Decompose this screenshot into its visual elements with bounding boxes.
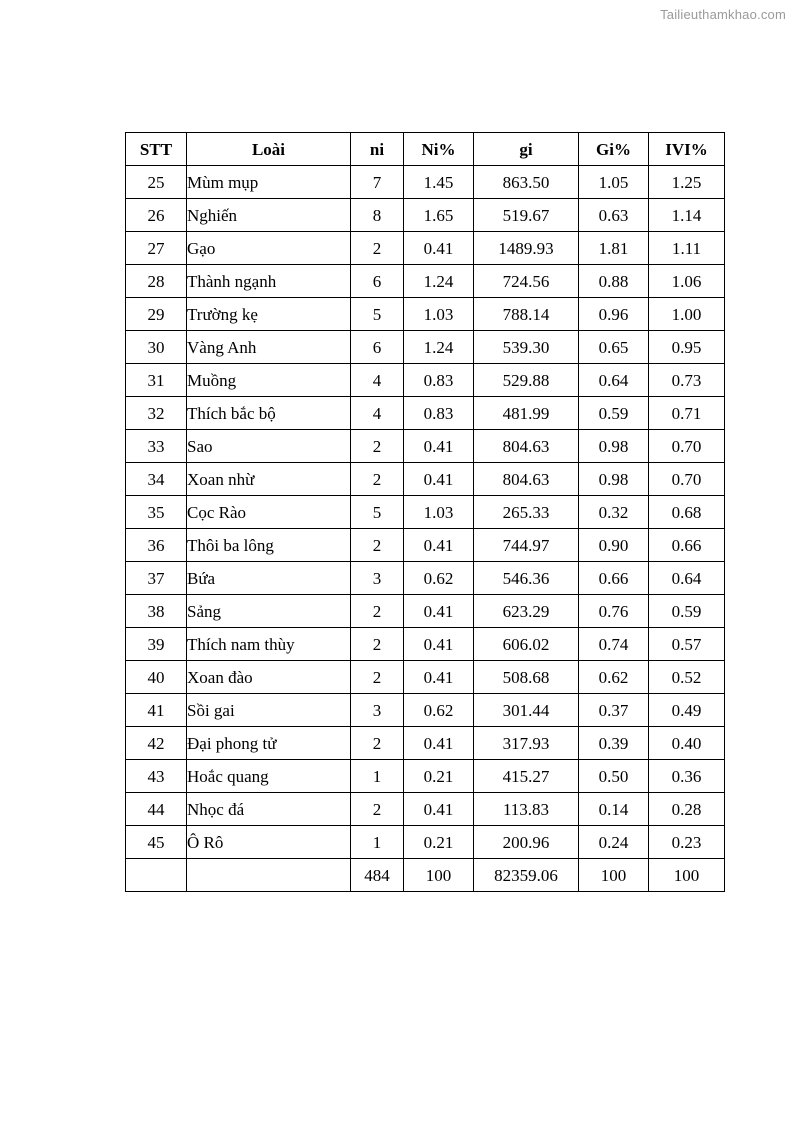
cell-ni-percent: 0.21 [404, 760, 474, 793]
cell-gi-percent: 1.81 [579, 232, 649, 265]
cell-ivi-percent: 0.64 [649, 562, 725, 595]
cell-gi: 744.97 [474, 529, 579, 562]
cell-gi-percent: 0.24 [579, 826, 649, 859]
cell-ivi-percent: 1.14 [649, 199, 725, 232]
cell-ni-percent: 0.83 [404, 364, 474, 397]
cell-ivi-percent: 0.66 [649, 529, 725, 562]
table-row [126, 199, 725, 232]
cell-ni: 3 [351, 694, 404, 727]
cell-stt: 35 [126, 496, 187, 529]
cell-stt: 32 [126, 397, 187, 430]
cell-ni: 2 [351, 793, 404, 826]
cell-stt: 38 [126, 595, 187, 628]
cell-gi-percent: 0.14 [579, 793, 649, 826]
cell-ni: 8 [351, 199, 404, 232]
cell-ivi-percent: 1.11 [649, 232, 725, 265]
cell-gi-percent: 0.98 [579, 430, 649, 463]
watermark-text: Tailieuthamkhao.com [660, 7, 786, 22]
cell-ivi-percent: 1.06 [649, 265, 725, 298]
cell-ivi-percent: 0.36 [649, 760, 725, 793]
cell-ivi-percent: 0.70 [649, 463, 725, 496]
cell-ni-percent: 0.41 [404, 595, 474, 628]
cell-ni: 2 [351, 595, 404, 628]
cell-gi-percent: 0.66 [579, 562, 649, 595]
cell-loai: Sồi gai [187, 694, 351, 727]
cell-stt: 42 [126, 727, 187, 760]
cell-loai: Xoan nhừ [187, 463, 351, 496]
cell-ni-percent: 1.24 [404, 265, 474, 298]
cell-ni: 2 [351, 463, 404, 496]
cell-gi: 508.68 [474, 661, 579, 694]
cell-gi: 546.36 [474, 562, 579, 595]
cell-ni: 6 [351, 331, 404, 364]
cell-ivi-percent: 0.40 [649, 727, 725, 760]
cell-gi-percent: 0.50 [579, 760, 649, 793]
cell-ni-percent: 0.41 [404, 232, 474, 265]
cell-loai: Muồng [187, 364, 351, 397]
cell-ivi-percent: 0.70 [649, 430, 725, 463]
cell-loai: Thôi ba lông [187, 529, 351, 562]
cell-stt: 29 [126, 298, 187, 331]
cell-gi-percent: 0.62 [579, 661, 649, 694]
table-row [126, 265, 725, 298]
cell-loai: Sao [187, 430, 351, 463]
cell-loai: Vàng Anh [187, 331, 351, 364]
cell-ni-percent: 0.62 [404, 562, 474, 595]
cell-loai: Mùm mụp [187, 166, 351, 199]
cell-stt: 36 [126, 529, 187, 562]
cell-gi-percent: 0.32 [579, 496, 649, 529]
cell-ivi-percent: 1.00 [649, 298, 725, 331]
cell-ni: 2 [351, 529, 404, 562]
table-row [126, 529, 725, 562]
cell-gi-percent: 0.37 [579, 694, 649, 727]
table-row [126, 661, 725, 694]
cell-ni-percent: 0.41 [404, 529, 474, 562]
cell-gi-percent: 0.96 [579, 298, 649, 331]
cell-loai: Gạo [187, 232, 351, 265]
cell-gi-percent: 0.90 [579, 529, 649, 562]
cell-ivi-percent: 0.28 [649, 793, 725, 826]
table-row [126, 166, 725, 199]
cell-loai: Hoắc quang [187, 760, 351, 793]
cell-ni: 5 [351, 496, 404, 529]
header-ni: ni [351, 133, 404, 166]
cell-loai: Thích bắc bộ [187, 397, 351, 430]
cell-ni-percent: 1.03 [404, 298, 474, 331]
cell-gi: 863.50 [474, 166, 579, 199]
cell-stt: 25 [126, 166, 187, 199]
cell-stt: 28 [126, 265, 187, 298]
table-row [126, 298, 725, 331]
cell-ni: 484 [351, 859, 404, 892]
cell-ivi-percent: 0.49 [649, 694, 725, 727]
table-row [126, 793, 725, 826]
table-row [126, 727, 725, 760]
species-table [125, 132, 725, 892]
cell-gi-percent: 0.39 [579, 727, 649, 760]
cell-ni-percent: 1.24 [404, 331, 474, 364]
cell-ni-percent: 0.62 [404, 694, 474, 727]
table-row [126, 364, 725, 397]
header-loai: Loài [187, 133, 351, 166]
cell-ni-percent: 1.03 [404, 496, 474, 529]
cell-gi: 415.27 [474, 760, 579, 793]
cell-stt: 39 [126, 628, 187, 661]
cell-ivi-percent: 0.52 [649, 661, 725, 694]
cell-ni: 2 [351, 727, 404, 760]
cell-loai: Sảng [187, 595, 351, 628]
cell-ni-percent: 0.41 [404, 793, 474, 826]
cell-gi-percent: 0.98 [579, 463, 649, 496]
table-row [126, 397, 725, 430]
cell-loai: Cọc Rào [187, 496, 351, 529]
cell-ivi-percent: 1.25 [649, 166, 725, 199]
cell-ni-percent: 0.41 [404, 727, 474, 760]
cell-ni: 7 [351, 166, 404, 199]
table-total-row [126, 859, 725, 892]
cell-gi: 539.30 [474, 331, 579, 364]
cell-gi: 481.99 [474, 397, 579, 430]
header-gi: gi [474, 133, 579, 166]
header-stt: STT [126, 133, 187, 166]
cell-gi: 200.96 [474, 826, 579, 859]
cell-gi: 606.02 [474, 628, 579, 661]
cell-ni: 1 [351, 826, 404, 859]
cell-ni: 3 [351, 562, 404, 595]
cell-gi: 724.56 [474, 265, 579, 298]
cell-loai: Trường kẹ [187, 298, 351, 331]
cell-gi-percent: 0.76 [579, 595, 649, 628]
cell-loai: Nhọc đá [187, 793, 351, 826]
table-row [126, 694, 725, 727]
cell-stt: 37 [126, 562, 187, 595]
cell-stt: 41 [126, 694, 187, 727]
cell-gi: 519.67 [474, 199, 579, 232]
cell-gi: 623.29 [474, 595, 579, 628]
header-ivi-percent: IVI% [649, 133, 725, 166]
table-row [126, 628, 725, 661]
table-body [126, 166, 725, 892]
cell-ni-percent: 1.65 [404, 199, 474, 232]
cell-ivi-percent: 0.71 [649, 397, 725, 430]
cell-ivi-percent: 0.95 [649, 331, 725, 364]
cell-loai: Nghiến [187, 199, 351, 232]
cell-ivi-percent: 0.23 [649, 826, 725, 859]
cell-ni-percent: 0.41 [404, 661, 474, 694]
cell-stt: 30 [126, 331, 187, 364]
table-row [126, 463, 725, 496]
cell-ni: 4 [351, 364, 404, 397]
cell-gi-percent: 0.59 [579, 397, 649, 430]
cell-stt [126, 859, 187, 892]
cell-loai: Xoan đào [187, 661, 351, 694]
cell-ni-percent: 0.21 [404, 826, 474, 859]
cell-ni: 5 [351, 298, 404, 331]
cell-gi: 788.14 [474, 298, 579, 331]
table-row [126, 496, 725, 529]
cell-gi-percent: 0.65 [579, 331, 649, 364]
cell-ni: 4 [351, 397, 404, 430]
cell-gi: 82359.06 [474, 859, 579, 892]
cell-stt: 26 [126, 199, 187, 232]
cell-ni-percent: 0.41 [404, 628, 474, 661]
cell-stt: 34 [126, 463, 187, 496]
cell-gi-percent: 1.05 [579, 166, 649, 199]
cell-stt: 44 [126, 793, 187, 826]
cell-ni: 1 [351, 760, 404, 793]
cell-gi-percent: 0.88 [579, 265, 649, 298]
cell-loai [187, 859, 351, 892]
cell-ni-percent: 100 [404, 859, 474, 892]
header-ni-percent: Ni% [404, 133, 474, 166]
cell-ivi-percent: 0.59 [649, 595, 725, 628]
cell-ni-percent: 0.41 [404, 463, 474, 496]
cell-gi-percent: 0.63 [579, 199, 649, 232]
cell-gi: 317.93 [474, 727, 579, 760]
cell-ni: 2 [351, 430, 404, 463]
cell-loai: Thích nam thùy [187, 628, 351, 661]
cell-gi: 265.33 [474, 496, 579, 529]
cell-gi: 113.83 [474, 793, 579, 826]
table-header-row [126, 133, 725, 166]
table-row [126, 232, 725, 265]
cell-gi: 301.44 [474, 694, 579, 727]
cell-gi-percent: 0.74 [579, 628, 649, 661]
cell-stt: 33 [126, 430, 187, 463]
cell-stt: 31 [126, 364, 187, 397]
cell-loai: Ô Rô [187, 826, 351, 859]
cell-stt: 40 [126, 661, 187, 694]
table-row [126, 331, 725, 364]
cell-ivi-percent: 0.68 [649, 496, 725, 529]
cell-ni: 6 [351, 265, 404, 298]
cell-ivi-percent: 0.57 [649, 628, 725, 661]
cell-stt: 27 [126, 232, 187, 265]
cell-ni-percent: 0.41 [404, 430, 474, 463]
header-gi-percent: Gi% [579, 133, 649, 166]
cell-ivi-percent: 0.73 [649, 364, 725, 397]
table-row [126, 562, 725, 595]
cell-ivi-percent: 100 [649, 859, 725, 892]
table-row [126, 760, 725, 793]
cell-ni-percent: 1.45 [404, 166, 474, 199]
cell-gi-percent: 100 [579, 859, 649, 892]
cell-ni: 2 [351, 232, 404, 265]
cell-gi-percent: 0.64 [579, 364, 649, 397]
table-row [126, 430, 725, 463]
cell-stt: 45 [126, 826, 187, 859]
cell-gi: 529.88 [474, 364, 579, 397]
cell-loai: Thành ngạnh [187, 265, 351, 298]
cell-loai: Đại phong tử [187, 727, 351, 760]
cell-ni: 2 [351, 628, 404, 661]
table-row [126, 595, 725, 628]
table-row [126, 826, 725, 859]
cell-gi: 804.63 [474, 430, 579, 463]
cell-loai: Bứa [187, 562, 351, 595]
cell-gi: 804.63 [474, 463, 579, 496]
cell-ni: 2 [351, 661, 404, 694]
cell-stt: 43 [126, 760, 187, 793]
cell-ni-percent: 0.83 [404, 397, 474, 430]
cell-gi: 1489.93 [474, 232, 579, 265]
